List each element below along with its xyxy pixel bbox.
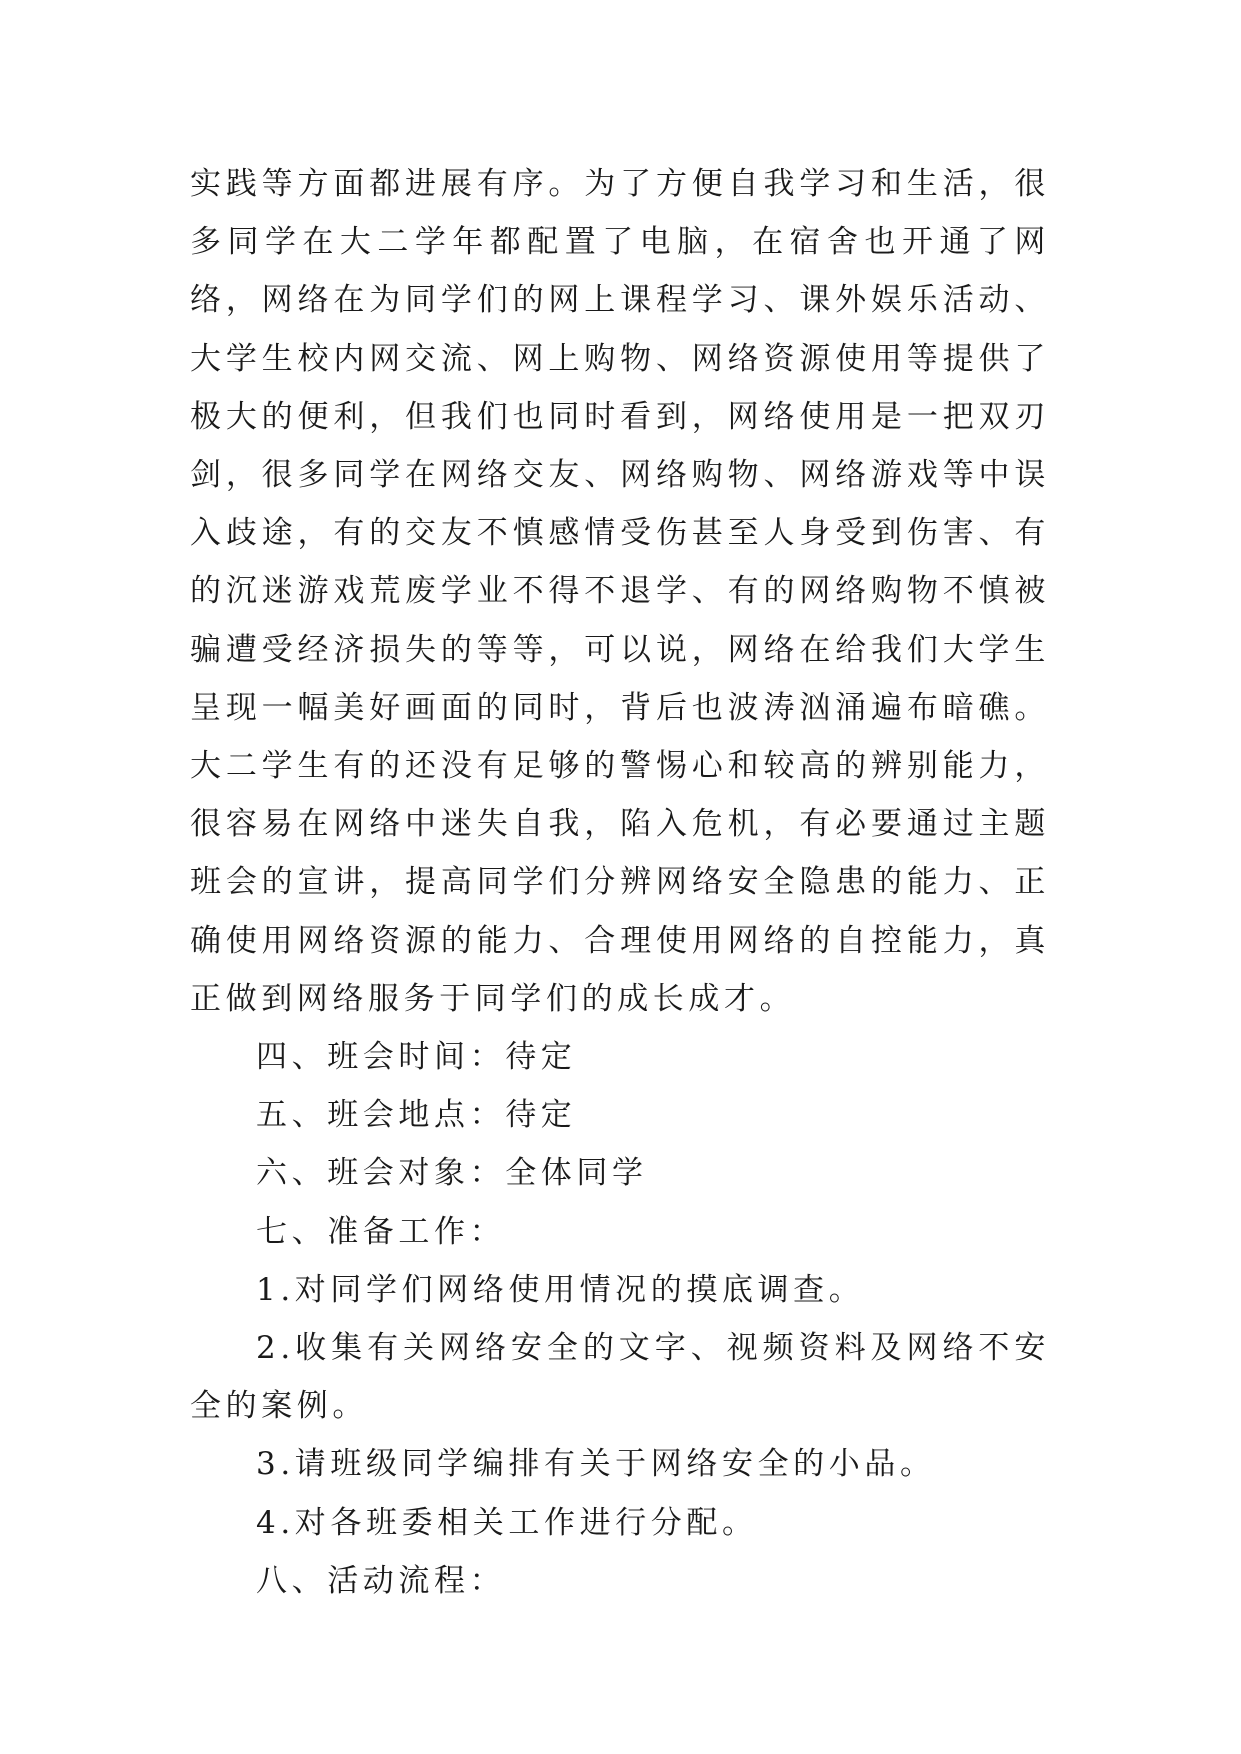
paragraph-background: 实践等方面都进展有序。为了方便自我学习和生活，很多同学在大二学年都配置了电脑，在宿舍也开通了网络，网络在为同学们的网上课程学习、课外娱乐活动、大学生校内网交流、网上购物、网络资源使用等提供了极大的便利，但我们也同时看到，网络使用是一把双刃剑，很多同学在网络交友、网络购物、网络游戏等中误入歧途，有的交友不慎感情受伤甚至人身受到伤害、有的沉迷游戏荒废学业不得不退学、有的网络购物不慎被骗遭受经济损失的等等，可以说，网络在给我们大学生呈现一幅美好画面的同时，背后也波涛汹涌遍布暗礁。大二学生有的还没有足够的警惕心和较高的辨别能力，很容易在网络中迷失自我，陷入危机，有必要通过主题班会的宣讲，提高同学们分辨网络安全隐患的能力、正确使用网络资源的能力、合理使用网络的自控能力，真正做到网络服务于同学们的成长成才。 [190,166,1050,1017]
paragraph-preparation-item-1: 1.对同学们网络使用情况的摸底调查。 [256,1271,865,1308]
paragraph-activity-flow-heading: 八、活动流程： [256,1562,506,1599]
paragraph-preparation-item-3: 3.请班级同学编排有关于网络安全的小品。 [256,1446,936,1483]
paragraph-meeting-location: 五、班会地点：待定 [256,1097,577,1134]
paragraph-preparation-item-2: 2.收集有关网络安全的文字、视频资料及网络不安全的案例。 [190,1330,1050,1425]
paragraph-preparation-heading: 七、准备工作： [256,1213,506,1250]
document-body [190,155,1050,1610]
paragraph-preparation-item-4: 4.对各班委相关工作进行分配。 [256,1504,758,1541]
paragraph-meeting-time: 四、班会时间：待定 [256,1039,577,1076]
paragraph-meeting-audience: 六、班会对象：全体同学 [256,1155,648,1192]
